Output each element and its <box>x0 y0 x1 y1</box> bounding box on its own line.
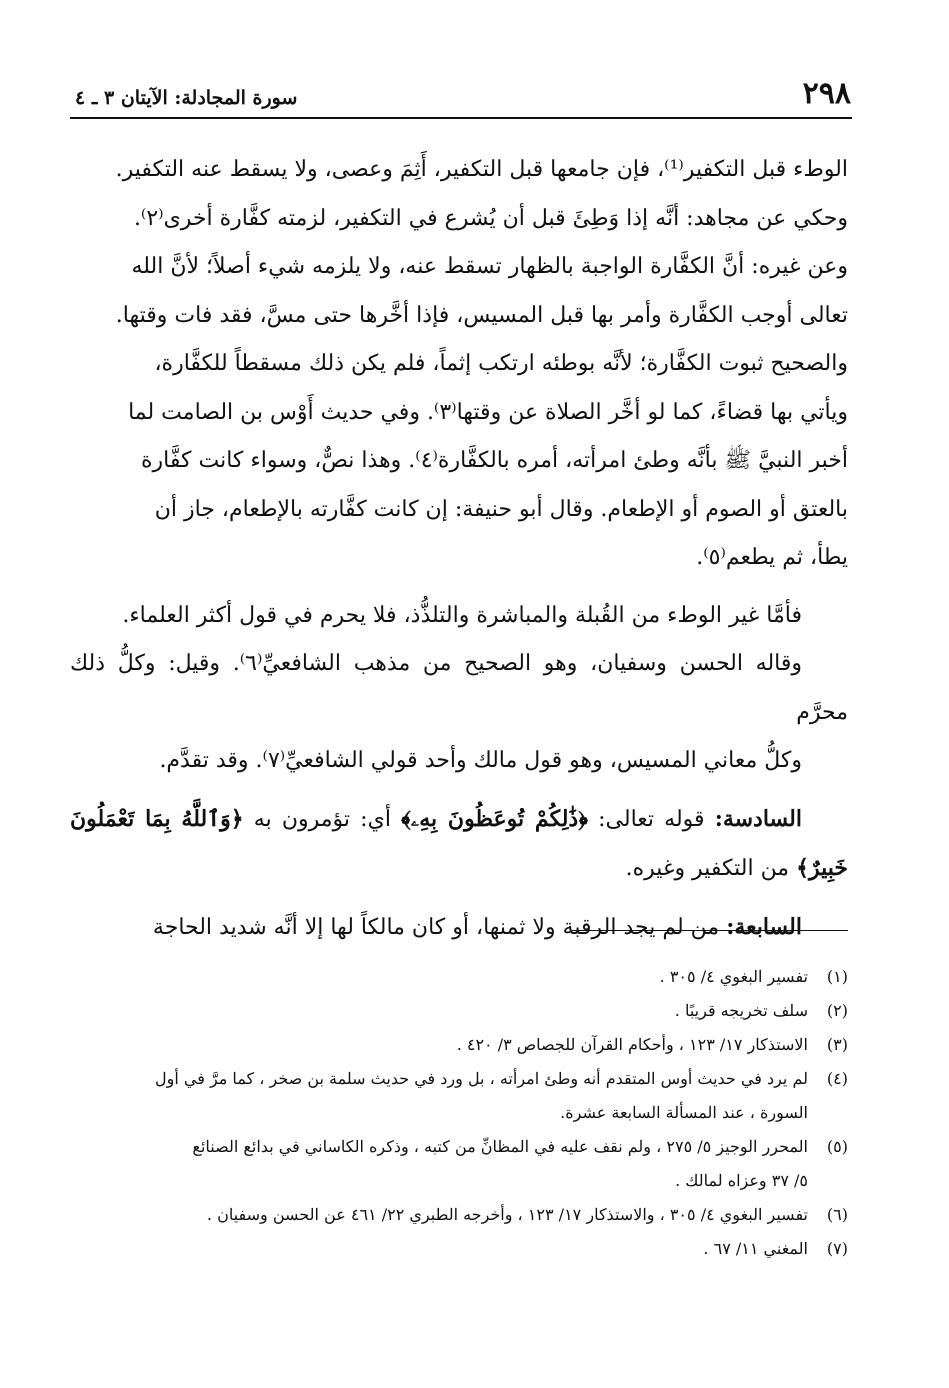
paragraph-sixth-issue <box>70 795 848 894</box>
footnote-number: (٢) <box>826 1001 848 1020</box>
footnote-text: تفسير البغوي ٤/ ٣٠٥ ، والاستذكار ١٧/ ١٢٣ ، وأخرجه الطبري ٢٢/ ٤٦١ عن الحسن وسفيان . <box>206 1205 808 1224</box>
text-line: وكلُّ معاني المسيس، وهو قول مالك وأحد قولي الشافعيِّ⁽٧⁾. وقد تقدَّم. <box>159 748 802 773</box>
footnote-number: (٣) <box>826 1035 848 1054</box>
footnote-text: تفسير البغوي ٤/ ٣٠٥ . <box>659 967 808 986</box>
footnote-number: (٤) <box>826 1069 848 1088</box>
footnote-text <box>70 1062 808 1130</box>
sixth-lead-text: قوله تعالى: <box>598 806 705 832</box>
sixth-tail-text: من التكفير وغيره. <box>625 856 790 881</box>
text-line: بالعتق أو الصوم أو الإطعام. وقال أبو حنيفة: إن كانت كفَّارته بالإطعام، جاز أن <box>154 496 848 522</box>
footnote-number: (٥) <box>826 1137 848 1156</box>
paragraph-1 <box>70 146 848 583</box>
text-line: وحكي عن مجاهد: أنَّه إذا وَطِئَ قبل أن يُشرع في التكفير، لزمته كفَّارة أخرى⁽٢⁾. <box>133 205 848 231</box>
footnote-number: (٧) <box>826 1239 848 1258</box>
footnote-5 <box>70 1130 848 1198</box>
footnotes <box>70 960 848 1266</box>
footnote-text <box>70 1130 808 1198</box>
text-line: الوطء قبل التكفير⁽¹⁾، فإن جامعها قبل التكفير، أَثِمَ وعصى، ولا يسقط عنه التكفير. <box>115 157 848 182</box>
footnote-6 <box>70 1198 848 1232</box>
text-line: ويأتي بها قضاءً، كما لو أخَّر الصلاة عن وقتها⁽٣⁾. وفي حديث أَوْس بن الصامت لما <box>128 399 848 425</box>
footnote-number: (١) <box>826 967 848 986</box>
sixth-mid-text: أي: تؤمرون به <box>253 806 391 832</box>
footnote-text: سلف تخريجه قريبًا . <box>674 1001 808 1020</box>
seventh-text: من لم يجد الرقبة ولا ثمنها، أو كان مالكاً لها إلا أنَّه شديد الحاجة <box>152 914 720 940</box>
paragraph-2 <box>70 592 848 786</box>
text-line: وعن غيره: أنَّ الكفَّارة الواجبة بالظهار تسقط عنه، ولا يلزمه شيء أصلاً؛ لأنَّ الله <box>131 254 848 279</box>
footnote-line: السورة ، عند المسألة السابعة عشرة. <box>560 1103 808 1122</box>
footnote-rule <box>572 930 848 931</box>
footnote-1 <box>70 960 848 994</box>
footnote-text: الاستذكار ١٧/ ١٢٣ ، وأحكام القرآن للجصاص ٣/ ٤٢٠ . <box>456 1035 808 1054</box>
running-header <box>75 70 851 114</box>
footnote-7 <box>70 1232 848 1266</box>
text-line: فأمَّا غير الوطء من القُبلة والمباشرة والتلذُّذ، فلا يحرم في قول أكثر العلماء. <box>122 602 802 628</box>
header-rule <box>70 117 852 119</box>
quran-quote: ﴿ذَٰلِكُمْ تُوعَظُونَ بِهِۦ﴾ <box>401 805 588 832</box>
quran-quote: ﴿وَٱللَّهُ بِمَا تَعْمَلُونَ خَبِيرٌ﴾ <box>70 805 848 881</box>
issue-label-sixth: السادسة: <box>714 805 802 832</box>
text-line: والصحيح ثبوت الكفَّارة؛ لأنَّه بوطئه ارتكب إثماً، فلم يكن ذلك مسقطاً للكفَّارة، <box>154 351 848 376</box>
footnote-line: المحرر الوجيز ٥/ ٢٧٥ ، ولم نقف عليه في المظانِّ من كتبه ، وذكره الكاساني في بدائع الصنائع <box>192 1137 808 1156</box>
footnote-line: لم يرد في حديث أوس المتقدم أنه وطئ امرأته ، بل ورد في حديث سلمة بن صخر ، كما مرَّ في أول <box>154 1069 808 1088</box>
surah-title: سورة المجادلة: الآيتان ٣ ـ ٤ <box>75 87 298 109</box>
footnote-2 <box>70 994 848 1028</box>
text-line: يطأ، ثم يطعم⁽٥⁾. <box>696 545 848 570</box>
footnote-4 <box>70 1062 848 1130</box>
main-text <box>70 146 848 952</box>
footnote-number: (٦) <box>826 1205 848 1224</box>
paragraph-seventh-issue <box>70 903 848 953</box>
issue-label-seventh: السابعة: <box>726 913 802 940</box>
text-line: وقاله الحسن وسفيان، وهو الصحيح من مذهب الشافعيِّ⁽٦⁾. وقيل: وكلُّ ذلك محرَّم <box>70 651 848 725</box>
text-line: تعالى أوجب الكفَّارة وأمر بها قبل المسيس، فإذا أخَّرها حتى مسَّ، فقد فات وقتها. <box>115 302 848 328</box>
footnote-text: المغني ١١/ ٦٧ . <box>703 1239 808 1258</box>
page-number: ٢٩٨ <box>802 76 851 111</box>
footnote-line: ٥/ ٣٧ وعزاه لمالك . <box>675 1171 808 1190</box>
footnote-3 <box>70 1028 848 1062</box>
text-line: أخبر النبيَّ ﷺ بأنَّه وطئ امرأته، أمره بالكفَّارة⁽٤⁾. وهذا نصٌّ، وسواء كانت كفَّارة <box>141 448 848 473</box>
